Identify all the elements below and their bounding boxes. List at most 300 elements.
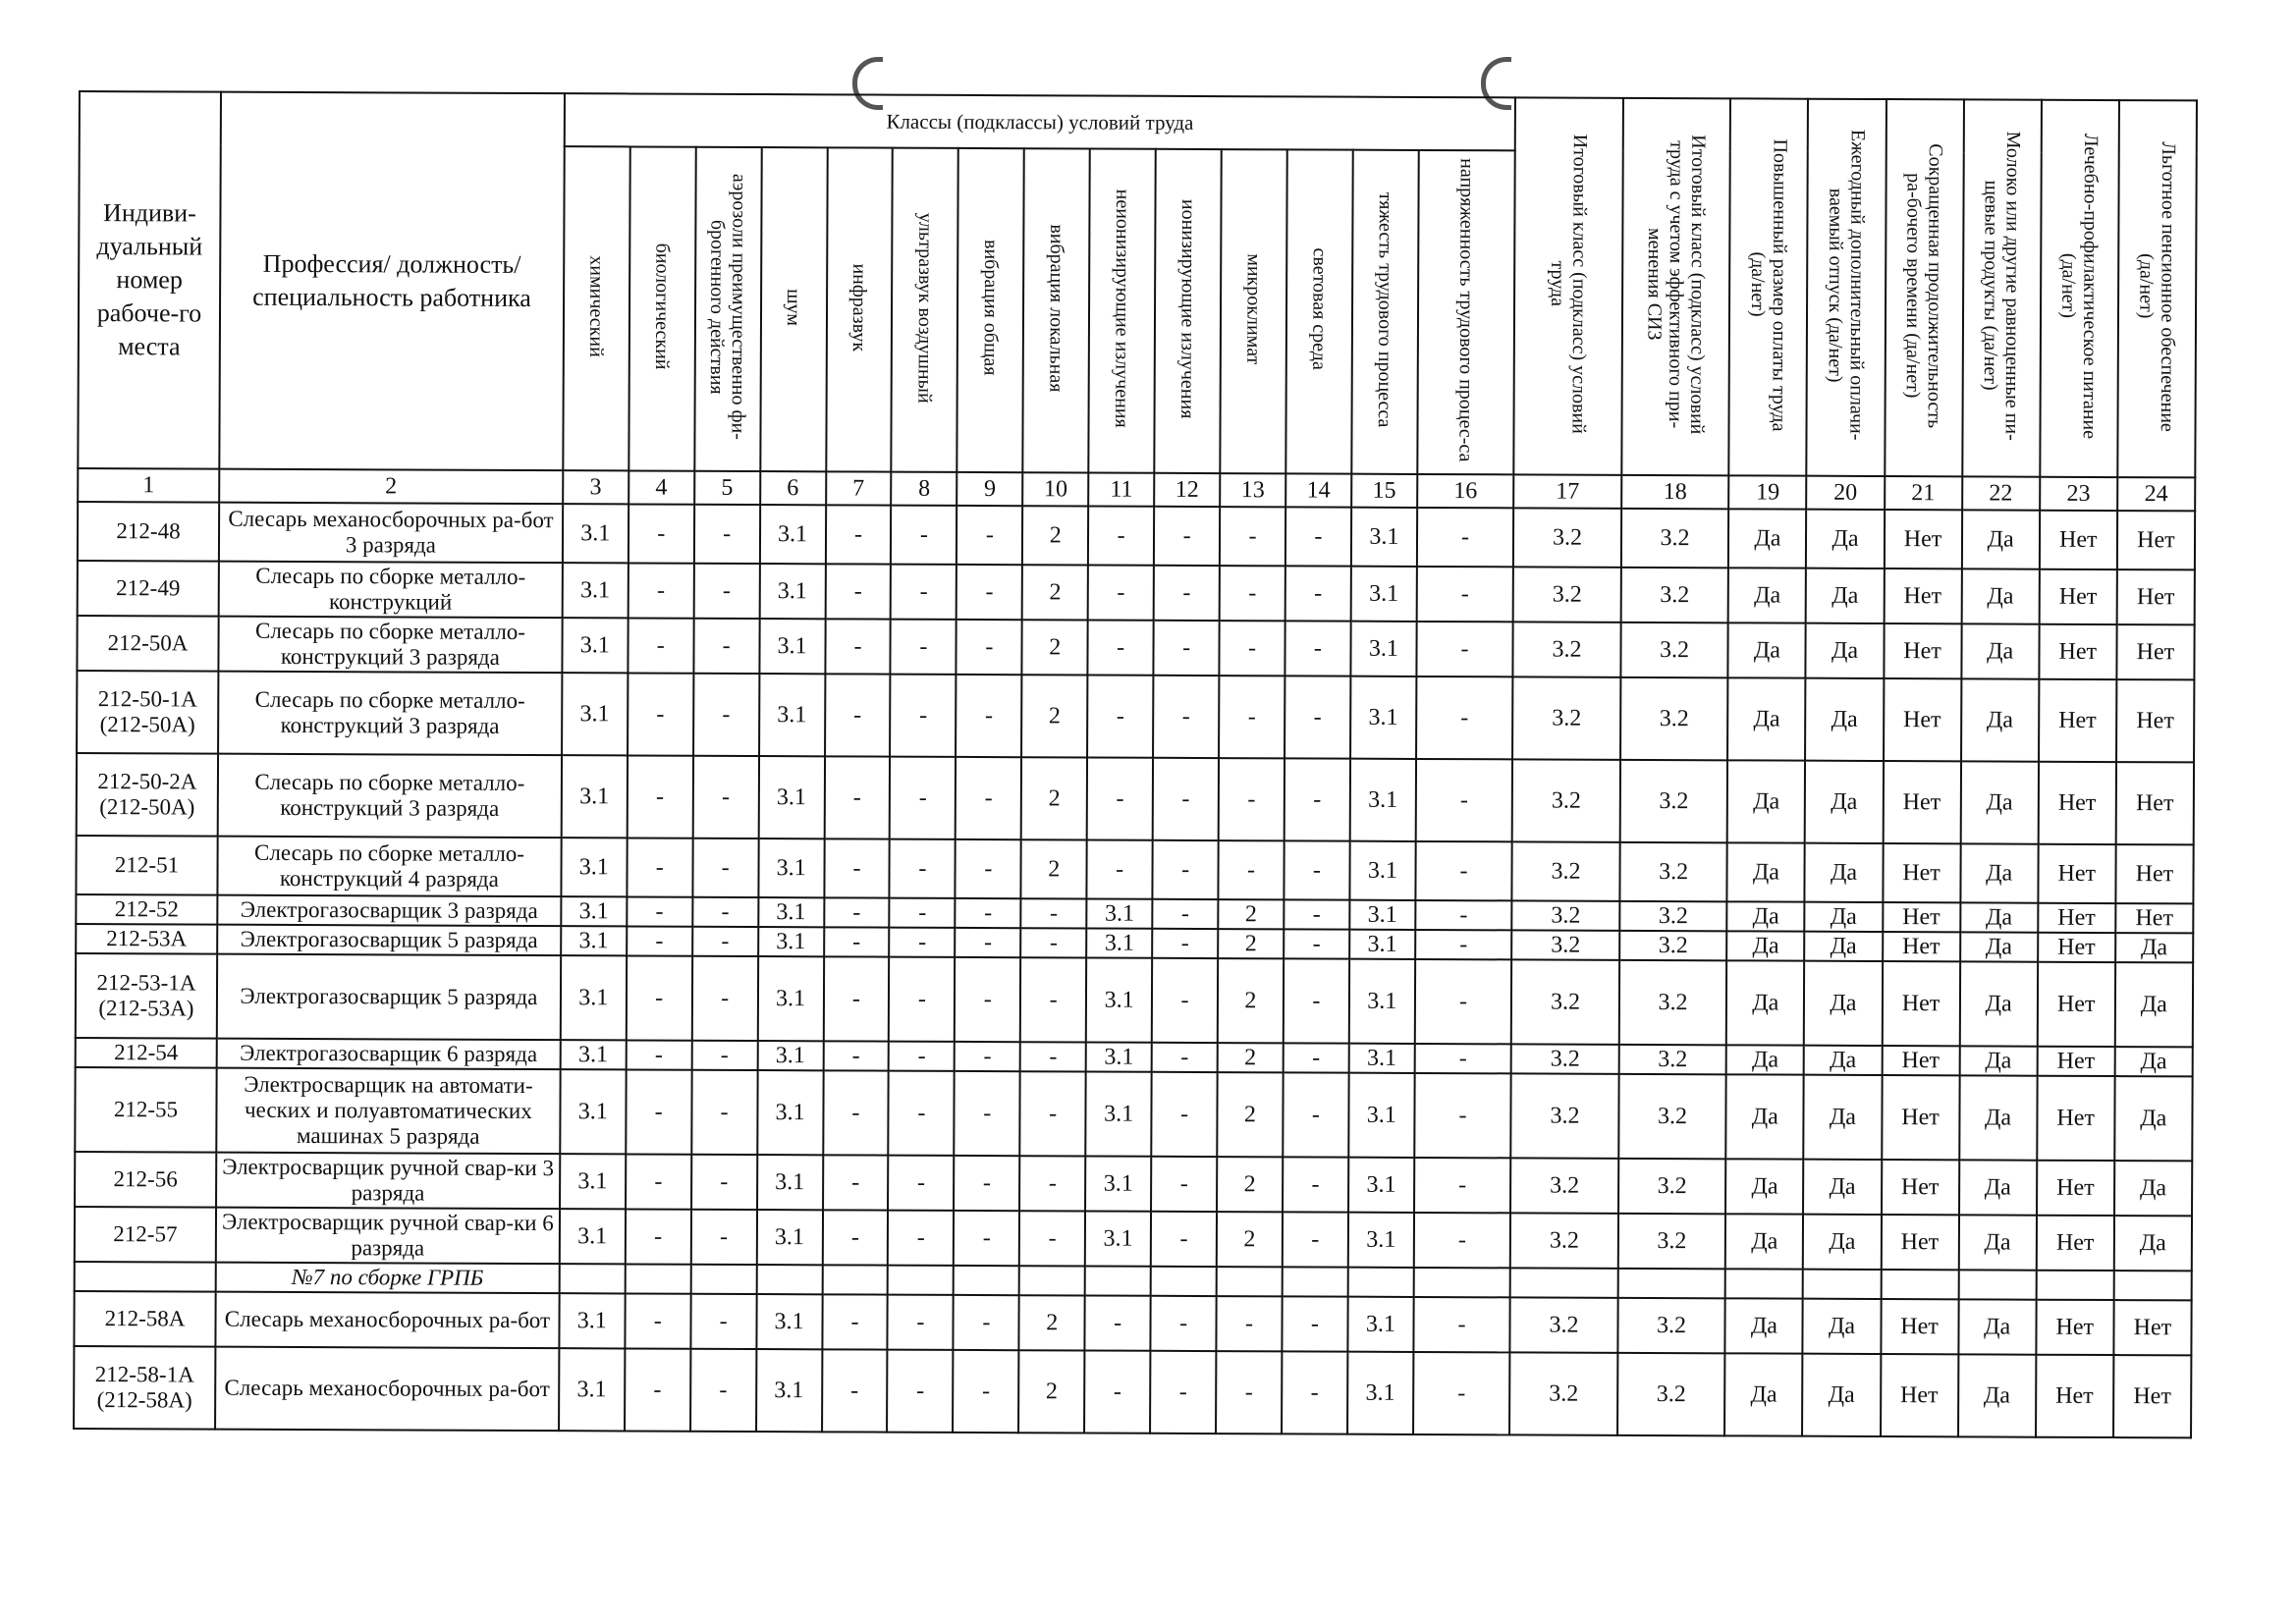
value-cell: 2 — [1218, 958, 1284, 1043]
value-cell: 3.1 — [757, 1155, 823, 1210]
value-cell: 3.1 — [1349, 841, 1415, 900]
value-cell: 2 — [1218, 1043, 1284, 1072]
value-cell: - — [1152, 899, 1218, 929]
empty-cell — [2036, 1271, 2113, 1300]
profession-name: Слесарь по сборке металло-конструкций — [219, 562, 563, 619]
value-cell: Да — [1960, 843, 2038, 902]
value-cell: Нет — [1884, 623, 1961, 678]
value-cell: - — [1284, 958, 1349, 1043]
column-number: 11 — [1088, 472, 1154, 506]
value-cell: - — [626, 1069, 691, 1154]
value-cell: - — [629, 504, 694, 563]
value-cell: 2 — [1022, 506, 1088, 565]
value-cell: Нет — [1882, 1160, 1959, 1215]
value-cell: - — [1416, 676, 1513, 759]
value-cell: - — [890, 928, 956, 957]
value-cell: - — [1285, 566, 1351, 621]
value-cell: 3.2 — [1617, 1353, 1725, 1435]
profession-name: Электросварщик ручной свар-ки 3 разряда — [216, 1153, 560, 1210]
factor-header-10: вибрация локальная — [1023, 148, 1090, 472]
value-cell: Нет — [2037, 962, 2114, 1047]
value-cell: - — [627, 926, 692, 955]
value-cell: 3.2 — [1618, 1159, 1726, 1214]
empty-cell — [1348, 1268, 1414, 1297]
value-cell: - — [1151, 1072, 1217, 1157]
value-cell: 3.2 — [1618, 1214, 1726, 1269]
value-cell: - — [1283, 1157, 1348, 1212]
value-cell: 3.1 — [1085, 1156, 1151, 1211]
value-cell: 3.1 — [1351, 508, 1417, 567]
value-cell: Нет — [1882, 961, 1959, 1046]
value-cell: Да — [1806, 623, 1884, 678]
section-title: №7 по сборке ГРПБ — [216, 1263, 560, 1294]
factor-header-12: ионизирующие излучения — [1154, 149, 1221, 473]
value-cell: - — [955, 1071, 1020, 1156]
value-cell: - — [692, 756, 758, 839]
value-cell: Нет — [2113, 1355, 2192, 1437]
value-cell: - — [1153, 758, 1219, 840]
value-cell: Да — [1960, 761, 2038, 843]
column-number: 2 — [219, 469, 563, 505]
value-cell: 3.2 — [1512, 676, 1620, 759]
value-cell: Да — [1805, 761, 1883, 843]
value-cell: - — [1216, 1296, 1282, 1351]
summary-header-19: Повышенный размер оплаты труда (да/нет) — [1729, 98, 1809, 475]
column-number: 16 — [1417, 474, 1514, 508]
value-cell: 3.1 — [1350, 622, 1416, 676]
value-cell: - — [1151, 1296, 1217, 1351]
column-number: 13 — [1220, 473, 1285, 507]
value-cell: - — [1219, 621, 1285, 676]
empty-cell — [559, 1264, 625, 1293]
value-cell: - — [627, 755, 692, 838]
value-cell: - — [1088, 620, 1154, 675]
value-cell: - — [1415, 900, 1512, 930]
value-cell: - — [1414, 1044, 1511, 1073]
value-cell: - — [956, 898, 1021, 928]
value-cell: 2 — [1021, 675, 1087, 757]
value-cell: Да — [1962, 510, 2040, 568]
value-cell: Нет — [2037, 1161, 2114, 1216]
value-cell: Нет — [2039, 624, 2116, 679]
value-cell: Да — [1805, 902, 1883, 932]
profession-column-header: Профессия/ должность/ специальность работника — [219, 92, 565, 471]
value-cell: - — [1283, 1212, 1348, 1267]
column-number: 17 — [1513, 474, 1621, 508]
column-number: 9 — [957, 472, 1023, 506]
value-cell: Да — [1959, 1160, 2037, 1215]
profession-name: Слесарь механосборочных ра-бот 3 разряда — [219, 503, 563, 564]
value-cell: Нет — [2116, 624, 2194, 679]
empty-cell — [1881, 1270, 1958, 1299]
value-cell: Нет — [1883, 761, 1960, 843]
value-cell: - — [692, 927, 758, 956]
value-cell: - — [1285, 507, 1351, 566]
value-cell: - — [1151, 1212, 1217, 1267]
empty-cell — [822, 1265, 888, 1294]
factor-header-4: биологический — [629, 146, 695, 470]
classes-group-header: Классы (подклассы) условий труда — [565, 93, 1516, 150]
profession-name: Слесарь по сборке металло-конструкций 3 разряда — [218, 754, 562, 839]
value-cell: Да — [1728, 622, 1806, 677]
value-cell: Нет — [2038, 844, 2115, 903]
value-cell: Да — [2114, 1076, 2193, 1161]
table-row — [78, 502, 2195, 569]
value-cell: - — [1020, 1042, 1086, 1071]
value-cell: 3.1 — [1349, 1044, 1415, 1073]
empty-cell — [1958, 1270, 2036, 1299]
value-cell: Да — [1727, 760, 1805, 842]
value-cell: - — [1415, 930, 1512, 959]
value-cell: - — [889, 1042, 955, 1071]
value-cell: - — [824, 839, 890, 897]
value-cell: - — [823, 1070, 889, 1155]
value-cell: - — [1088, 565, 1154, 620]
value-cell: - — [890, 675, 956, 757]
summary-header-23: Лечебно-профилактическое питание (да/нет) — [2040, 100, 2119, 477]
value-cell: - — [693, 564, 759, 619]
value-cell: - — [1152, 929, 1218, 958]
factor-header-16: напряженность трудового процес-са — [1417, 150, 1515, 474]
value-cell: - — [957, 565, 1022, 620]
id-column-header: Индиви-дуальный номер рабоче-го места — [78, 91, 221, 469]
empty-cell — [1151, 1267, 1217, 1296]
value-cell: - — [692, 897, 758, 927]
column-number: 12 — [1154, 473, 1220, 507]
value-cell: Да — [1961, 568, 2039, 623]
value-cell: 3.2 — [1510, 1158, 1618, 1213]
table-row — [75, 1207, 2192, 1271]
value-cell: Да — [1961, 678, 2039, 761]
value-cell: - — [1413, 1297, 1510, 1352]
value-cell: - — [1218, 840, 1284, 899]
profession-name: Электрогазосварщик 5 разряда — [217, 954, 561, 1041]
empty-cell — [756, 1265, 822, 1294]
value-cell: - — [1020, 928, 1086, 957]
factor-header-14: световая среда — [1285, 149, 1352, 473]
value-cell: Нет — [2037, 1047, 2114, 1076]
value-cell: 2 — [1022, 620, 1088, 675]
value-cell: 3.1 — [563, 504, 629, 563]
value-cell: Нет — [1884, 510, 1961, 568]
profession-name: Слесарь механосборочных ра-бот — [215, 1347, 559, 1432]
value-cell: - — [824, 756, 890, 839]
value-cell: Да — [1958, 1299, 2036, 1354]
value-cell: - — [690, 1349, 756, 1432]
value-cell: 3.1 — [757, 1041, 823, 1070]
table-row — [75, 1067, 2192, 1161]
value-cell: 3.1 — [562, 755, 628, 838]
value-cell: 3.2 — [1618, 1074, 1726, 1159]
value-cell: 3.2 — [1620, 677, 1728, 760]
value-cell: - — [1151, 1157, 1217, 1212]
value-cell: 3.1 — [758, 927, 824, 956]
column-number: 1 — [78, 468, 219, 503]
column-number: 8 — [892, 472, 957, 506]
value-cell: - — [890, 757, 956, 839]
value-cell: Нет — [2116, 569, 2194, 624]
value-cell: - — [626, 1154, 691, 1209]
value-cell: - — [823, 1041, 889, 1070]
factor-header-9: вибрация общая — [957, 148, 1024, 472]
value-cell: - — [1154, 507, 1220, 566]
value-cell: Нет — [1883, 843, 1960, 902]
column-number: 18 — [1621, 475, 1729, 509]
value-cell: - — [627, 896, 692, 926]
value-cell: - — [957, 620, 1022, 675]
profession-name: Слесарь по сборке металло-конструкций 3 разряда — [218, 672, 562, 756]
summary-header-18: Итоговый класс (подкласс) условий труда с учетом эффективного при-менения СИЗ — [1621, 98, 1730, 475]
value-cell: 3.1 — [1348, 1158, 1414, 1213]
factor-header-11: неионизирующие излучения — [1089, 148, 1156, 472]
section-id-cell — [75, 1262, 216, 1292]
value-cell: 3.1 — [756, 1349, 822, 1432]
value-cell: Да — [1805, 932, 1883, 961]
value-cell: 3.1 — [1085, 1211, 1151, 1266]
column-number: 23 — [2040, 477, 2117, 511]
value-cell: - — [626, 1040, 691, 1069]
value-cell: 3.1 — [561, 926, 627, 955]
value-cell: Нет — [1884, 568, 1961, 623]
value-cell: 3.2 — [1620, 568, 1728, 622]
workplace-id: 212-52 — [76, 894, 217, 925]
value-cell: 3.1 — [1350, 676, 1416, 759]
value-cell: Да — [1726, 960, 1804, 1045]
value-cell: 3.1 — [1086, 1042, 1152, 1071]
value-cell: 3.2 — [1619, 931, 1727, 960]
value-cell: - — [891, 506, 957, 565]
value-cell: Нет — [1881, 1299, 1958, 1354]
value-cell: - — [824, 927, 890, 956]
value-cell: - — [1285, 676, 1350, 758]
factor-header-7: инфразвук — [826, 147, 893, 471]
column-number: 3 — [563, 470, 629, 504]
table-row — [77, 616, 2194, 679]
table-row — [74, 1346, 2191, 1437]
value-cell: 3.2 — [1512, 841, 1620, 900]
value-cell: - — [1415, 841, 1512, 900]
workplace-id: 212-49 — [78, 561, 219, 617]
profession-name: Слесарь механосборочных ра-бот — [215, 1292, 559, 1349]
value-cell: - — [628, 563, 693, 618]
value-cell: 3.2 — [1512, 900, 1620, 930]
value-cell: 3.2 — [1619, 842, 1727, 901]
value-cell: - — [1414, 1158, 1511, 1213]
column-number: 24 — [2117, 477, 2195, 511]
value-cell: 2 — [1217, 1072, 1283, 1157]
value-cell: Да — [1727, 901, 1805, 931]
value-cell: 3.1 — [561, 955, 627, 1040]
value-cell: Да — [1804, 1075, 1882, 1160]
value-cell: - — [1087, 675, 1153, 757]
value-cell: - — [1152, 958, 1218, 1043]
value-cell: 3.2 — [1511, 1044, 1619, 1073]
value-cell: Да — [1806, 510, 1884, 568]
profession-name: Электрогазосварщик 3 разряда — [217, 895, 561, 927]
value-cell: Да — [1725, 1298, 1803, 1353]
summary-header-17: Итоговый класс (подкласс) условий труда — [1514, 97, 1623, 474]
value-cell: - — [1087, 839, 1153, 898]
value-cell: Да — [1958, 1215, 2036, 1270]
value-cell: 3.2 — [1620, 622, 1728, 677]
value-cell: Да — [1727, 842, 1805, 901]
column-number: 21 — [1885, 476, 1962, 510]
value-cell: - — [627, 955, 692, 1040]
workplace-id: 212-54 — [76, 1038, 217, 1068]
table-row — [76, 953, 2193, 1047]
value-cell: 3.2 — [1618, 1045, 1726, 1074]
value-cell: Нет — [2117, 511, 2195, 569]
value-cell: 3.2 — [1617, 1298, 1725, 1353]
factor-header-13: микроклимат — [1220, 149, 1286, 473]
value-cell: - — [1219, 676, 1285, 758]
value-cell: Да — [1805, 678, 1883, 761]
value-cell: - — [691, 1041, 757, 1070]
value-cell: Да — [1959, 1075, 2037, 1160]
value-cell: 3.1 — [757, 956, 823, 1041]
value-cell: - — [694, 505, 760, 564]
value-cell: 3.1 — [758, 839, 824, 897]
value-cell: - — [957, 506, 1022, 565]
value-cell: 3.2 — [1511, 930, 1619, 959]
value-cell: 3.2 — [1511, 959, 1619, 1044]
value-cell: 3.1 — [1349, 900, 1415, 930]
value-cell: - — [954, 1211, 1019, 1266]
value-cell: Да — [1726, 931, 1804, 960]
value-cell: - — [1284, 899, 1349, 929]
value-cell: 3.2 — [1510, 1213, 1618, 1268]
value-cell: - — [1088, 506, 1154, 565]
value-cell: - — [1417, 508, 1514, 567]
value-cell: - — [1150, 1351, 1216, 1434]
value-cell: Нет — [2115, 762, 2194, 844]
value-cell: 2 — [1217, 1157, 1283, 1212]
column-number: 10 — [1022, 472, 1088, 506]
value-cell: - — [825, 619, 891, 674]
value-cell: Да — [1804, 1046, 1882, 1075]
workplace-id: 212-58-1А (212-58А) — [74, 1346, 215, 1430]
empty-cell — [1725, 1269, 1803, 1298]
value-cell: 3.1 — [562, 618, 628, 673]
value-cell: 3.1 — [756, 1210, 822, 1265]
value-cell: Да — [1961, 623, 2039, 678]
table-row — [74, 1291, 2191, 1355]
value-cell: 3.1 — [1086, 957, 1152, 1042]
value-cell: 3.1 — [759, 505, 825, 564]
value-cell: - — [625, 1348, 690, 1431]
value-cell: - — [628, 618, 693, 673]
value-cell: 3.1 — [560, 1040, 626, 1069]
empty-cell — [1510, 1268, 1618, 1297]
value-cell: 3.1 — [1350, 759, 1416, 841]
value-cell: 2 — [1021, 757, 1087, 839]
factor-header-15: тяжесть трудового процесса — [1351, 150, 1418, 474]
empty-cell — [690, 1265, 756, 1294]
value-cell: 3.1 — [759, 674, 825, 756]
value-cell: - — [1415, 759, 1512, 841]
workplace-id: 212-53-1А (212-53А) — [76, 953, 217, 1039]
value-cell: 3.1 — [559, 1293, 625, 1348]
table-row — [78, 561, 2195, 624]
value-cell: 3.1 — [1348, 1213, 1414, 1268]
empty-cell — [1217, 1267, 1283, 1296]
value-cell: - — [890, 839, 956, 898]
value-cell: 2 — [1217, 1212, 1283, 1267]
value-cell: 3.1 — [561, 896, 627, 926]
value-cell: - — [890, 898, 956, 928]
value-cell: Нет — [2037, 1076, 2114, 1161]
value-cell: - — [1220, 507, 1285, 566]
value-cell: Нет — [2038, 903, 2115, 933]
value-cell: - — [1413, 1352, 1510, 1434]
value-cell: - — [1415, 959, 1512, 1044]
table-row — [75, 1152, 2192, 1216]
value-cell: - — [692, 839, 758, 897]
working-conditions-table — [73, 90, 2198, 1438]
value-cell: Да — [1725, 1159, 1803, 1214]
value-cell: 3.1 — [1086, 928, 1152, 957]
value-cell: - — [1087, 757, 1153, 839]
value-cell: - — [1216, 1351, 1282, 1434]
value-cell: - — [1020, 957, 1086, 1042]
value-cell: - — [823, 1155, 889, 1210]
value-cell: 2 — [1218, 899, 1284, 929]
value-cell: - — [1152, 1043, 1218, 1072]
value-cell: - — [956, 757, 1021, 839]
value-cell: Да — [1725, 1214, 1803, 1269]
empty-cell — [954, 1266, 1019, 1295]
empty-cell — [1413, 1268, 1510, 1297]
workplace-id: 212-57 — [75, 1207, 216, 1263]
value-cell: - — [690, 1210, 756, 1265]
value-cell: - — [823, 956, 889, 1041]
value-cell: - — [889, 957, 955, 1042]
value-cell: Да — [1726, 1074, 1804, 1159]
value-cell: 3.2 — [1511, 1073, 1619, 1158]
value-cell: - — [1416, 622, 1513, 676]
value-cell: 3.1 — [1347, 1297, 1413, 1352]
value-cell: - — [954, 1156, 1019, 1211]
factor-header-5: аэрозоли преимущественно фи-брогенного действия — [694, 147, 761, 471]
empty-cell — [2113, 1271, 2191, 1300]
value-cell: - — [1284, 840, 1349, 899]
summary-header-20: Ежегодный дополнительный оплачи-ваемый отпуск (да/нет) — [1807, 99, 1886, 476]
value-cell: Нет — [1883, 932, 1960, 961]
value-cell: 3.1 — [759, 564, 825, 619]
value-cell: - — [956, 675, 1021, 757]
table-row — [77, 753, 2194, 844]
factor-header-3: химический — [563, 146, 629, 470]
value-cell: Да — [1726, 1045, 1804, 1074]
value-cell: Нет — [1881, 1215, 1958, 1270]
value-cell: 3.2 — [1513, 622, 1621, 676]
value-cell: - — [1282, 1296, 1347, 1351]
value-cell: Нет — [1884, 678, 1961, 761]
column-number: 20 — [1807, 476, 1885, 510]
value-cell: 3.1 — [1085, 1071, 1151, 1156]
value-cell: - — [889, 1071, 955, 1156]
factor-header-8: ультразвук воздушный — [892, 148, 958, 472]
table-row — [76, 836, 2193, 903]
empty-cell — [888, 1266, 954, 1295]
empty-cell — [1283, 1267, 1348, 1296]
value-cell: - — [693, 674, 759, 756]
value-cell: 3.1 — [759, 619, 825, 674]
value-cell: 3.2 — [1513, 567, 1621, 622]
value-cell: Да — [1803, 1215, 1881, 1270]
value-cell: Да — [1959, 1046, 2037, 1075]
workplace-id: 212-58А — [74, 1291, 215, 1347]
